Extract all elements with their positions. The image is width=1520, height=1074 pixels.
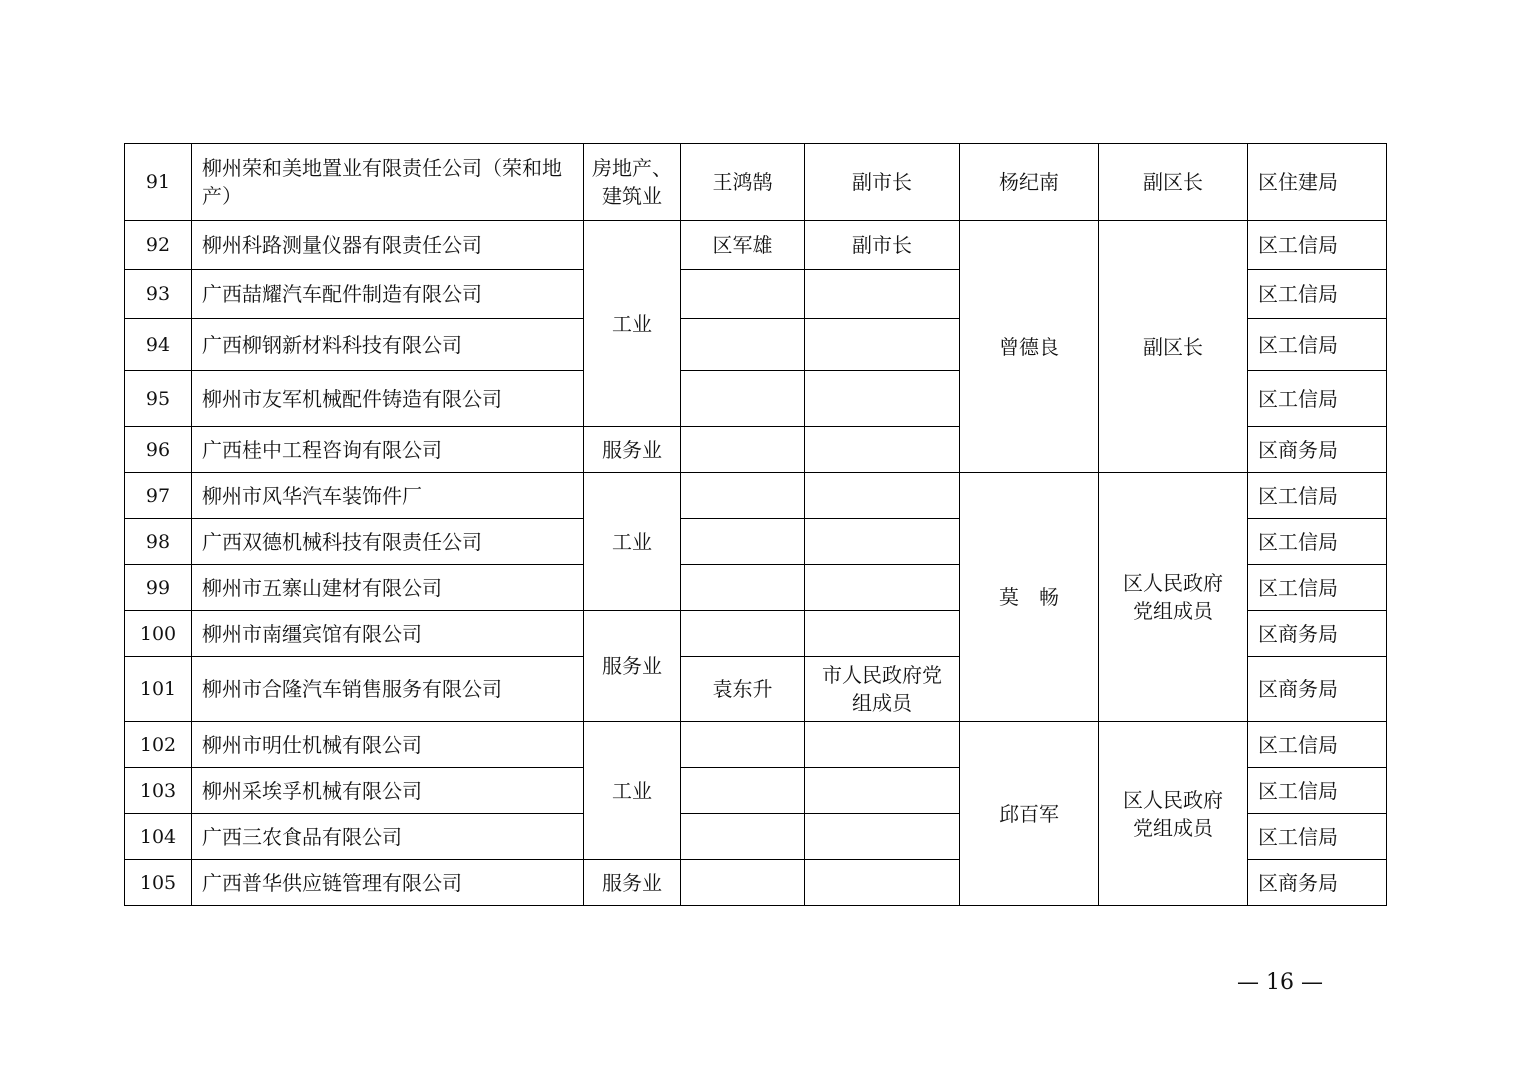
city-title-cell: 市人民政府党组成员 [805,657,960,722]
district-leader-cell: 杨纪南 [960,144,1099,221]
city-title-cell [805,371,960,427]
industry-cell: 服务业 [584,427,681,473]
company-name: 广西柳钢新材料科技有限公司 [192,319,584,371]
company-name: 柳州市友军机械配件铸造有限公司 [192,371,584,427]
city-title-cell [805,722,960,768]
table-row [125,722,1387,768]
city-leader-cell [681,565,805,611]
city-title-cell [805,519,960,565]
row-number: 102 [125,722,192,768]
company-name: 广西桂中工程咨询有限公司 [192,427,584,473]
department-cell: 区商务局 [1248,611,1387,657]
department-cell: 区工信局 [1248,221,1387,270]
company-name: 柳州市南缰宾馆有限公司 [192,611,584,657]
department-cell: 区工信局 [1248,371,1387,427]
city-title-cell [805,611,960,657]
department-cell: 区工信局 [1248,519,1387,565]
city-leader-cell [681,814,805,860]
row-number: 94 [125,319,192,371]
row-number: 105 [125,860,192,906]
district-leader-cell: 邱百军 [960,722,1099,906]
city-leader-cell [681,519,805,565]
city-title-cell: 副市长 [805,144,960,221]
city-title-cell [805,565,960,611]
company-name: 广西普华供应链管理有限公司 [192,860,584,906]
row-number: 96 [125,427,192,473]
district-title-cell: 区人民政府党组成员 [1099,722,1248,906]
industry-cell: 工业 [584,221,681,427]
city-leader-cell [681,270,805,319]
department-cell: 区工信局 [1248,814,1387,860]
district-title-cell: 副区长 [1099,144,1248,221]
table-row [125,144,1387,221]
city-title-cell [805,860,960,906]
district-title-cell: 副区长 [1099,221,1248,473]
company-name: 柳州荣和美地置业有限责任公司（荣和地产） [192,144,584,221]
city-leader-cell [681,371,805,427]
table-row [125,473,1387,519]
industry-cell: 服务业 [584,611,681,722]
company-name: 广西三农食品有限公司 [192,814,584,860]
department-cell: 区商务局 [1248,860,1387,906]
city-leader-cell [681,611,805,657]
row-number: 93 [125,270,192,319]
department-cell: 区工信局 [1248,270,1387,319]
company-name: 柳州科路测量仪器有限责任公司 [192,221,584,270]
district-leader-cell: 曾德良 [960,221,1099,473]
enterprise-table [124,143,1387,906]
company-name: 柳州市五寨山建材有限公司 [192,565,584,611]
company-name: 柳州采埃孚机械有限公司 [192,768,584,814]
city-leader-cell: 区军雄 [681,221,805,270]
row-number: 101 [125,657,192,722]
industry-cell: 工业 [584,722,681,860]
industry-cell: 工业 [584,473,681,611]
department-cell: 区商务局 [1248,657,1387,722]
row-number: 92 [125,221,192,270]
district-title-cell: 区人民政府党组成员 [1099,473,1248,722]
row-number: 95 [125,371,192,427]
department-cell: 区住建局 [1248,144,1387,221]
company-name: 柳州市合隆汽车销售服务有限公司 [192,657,584,722]
city-leader-cell [681,319,805,371]
company-name: 柳州市明仕机械有限公司 [192,722,584,768]
department-cell: 区工信局 [1248,565,1387,611]
city-leader-cell [681,427,805,473]
page-number: — 16 — [1237,970,1323,995]
row-number: 100 [125,611,192,657]
city-title-cell [805,473,960,519]
row-number: 103 [125,768,192,814]
department-cell: 区商务局 [1248,427,1387,473]
row-number: 98 [125,519,192,565]
city-leader-cell [681,768,805,814]
city-title-cell [805,319,960,371]
department-cell: 区工信局 [1248,768,1387,814]
row-number: 99 [125,565,192,611]
department-cell: 区工信局 [1248,473,1387,519]
row-number: 97 [125,473,192,519]
department-cell: 区工信局 [1248,319,1387,371]
company-name: 柳州市风华汽车装饰件厂 [192,473,584,519]
industry-cell: 服务业 [584,860,681,906]
department-cell: 区工信局 [1248,722,1387,768]
company-name: 广西喆耀汽车配件制造有限公司 [192,270,584,319]
row-number: 91 [125,144,192,221]
city-title-cell [805,768,960,814]
district-leader-cell: 莫 畅 [960,473,1099,722]
city-title-cell [805,270,960,319]
row-number: 104 [125,814,192,860]
city-leader-cell: 王鸿鹄 [681,144,805,221]
city-leader-cell [681,473,805,519]
company-name: 广西双德机械科技有限责任公司 [192,519,584,565]
table-row [125,221,1387,270]
city-title-cell: 副市长 [805,221,960,270]
city-title-cell [805,427,960,473]
city-leader-cell [681,860,805,906]
city-leader-cell: 袁东升 [681,657,805,722]
city-leader-cell [681,722,805,768]
city-title-cell [805,814,960,860]
industry-cell: 房地产、建筑业 [584,144,681,221]
